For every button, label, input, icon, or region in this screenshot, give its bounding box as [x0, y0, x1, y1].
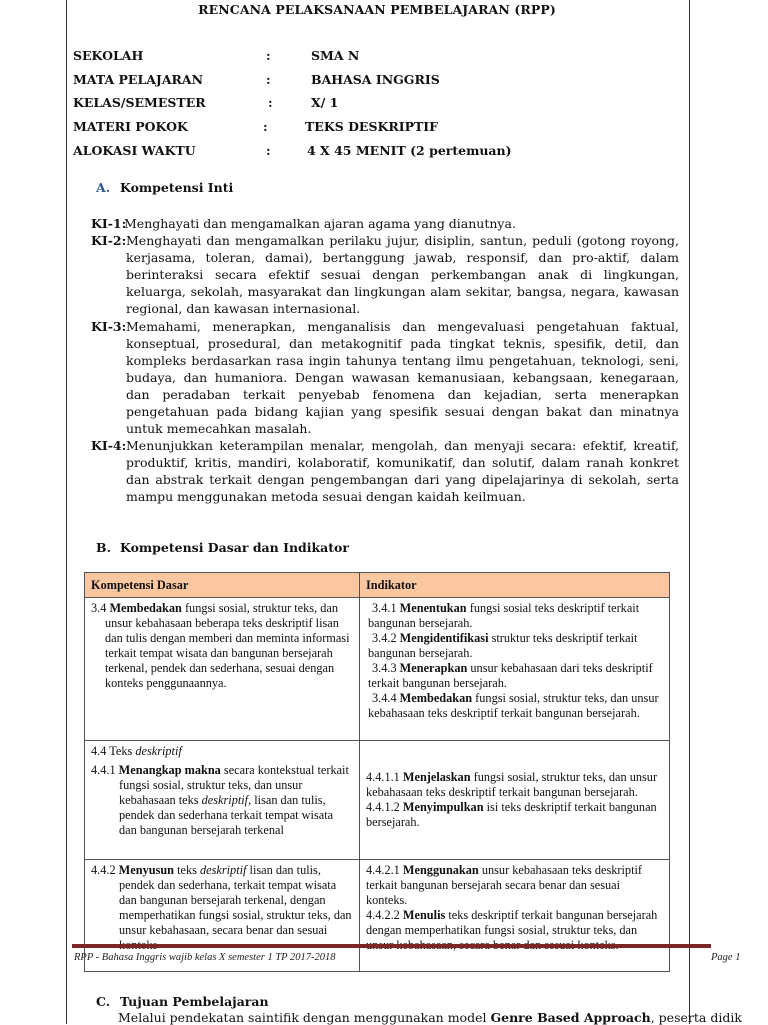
indikator-item: 4.4.1.2 Menyimpulkan isi teks deskriptif terkait bangunan bersejarah. — [366, 800, 657, 829]
info-colon: : — [268, 95, 273, 110]
table-header-row — [85, 573, 670, 598]
info-colon: : — [263, 119, 268, 134]
ki-2 — [91, 232, 679, 317]
section-title: Kompetensi Inti — [120, 180, 234, 195]
info-value: X/ 1 — [311, 95, 339, 110]
section-a-heading — [96, 180, 233, 195]
section-letter: A. — [96, 180, 111, 195]
table-cell-kd — [85, 598, 360, 741]
table-row — [85, 741, 670, 860]
table-cell-kd — [85, 741, 360, 860]
info-label: MATERI POKOK — [73, 119, 188, 134]
ki-text: Menghayati dan mengamalkan perilaku jujur, disiplin, santun, peduli (gotong royong, kerjasama, toleran, damai), bertanggung jawab, responsif, dan pro-aktif, dalam berinteraksi secara efektif sesuai dengan perkembangan anak di lingkungan, keluarga, sekolah, masyarakat dan lingkungan alam sekitar, bangsa, negara, kawasan regional, dan kawasan internasional. — [126, 233, 679, 316]
document-title: RENCANA PELAKSANAAN PEMBELAJARAN (RPP) — [198, 2, 556, 17]
ki-text: Menunjukkan keterampilan menalar, mengolah, dan menyaji secara: efektif, kreatif, produktif, kritis, mandiri, kolaboratif, komunikatif, dan solutif, dalam ranah konkret dan abstrak terkait dengan pengembangan dari yang dipelajarinya di sekolah, serta mampu menggunakan metoda sesuai dengan kaidah keilmuan. — [126, 438, 679, 504]
ki-label: KI-2: — [91, 233, 127, 248]
info-label: KELAS/SEMESTER — [73, 95, 206, 110]
table-cell-indikator — [360, 598, 670, 741]
indikator-item: 3.4.3 Menerapkan unsur kebahasaan dari teks deskriptif terkait bangunan bersejarah. — [368, 661, 653, 690]
info-value: 4 X 45 MENIT (2 pertemuan) — [307, 143, 512, 158]
kd-4-4-2: 4.4.2 Menyusun teks deskriptif lisan dan tulis, pendek dan sederhana, terkait tempat wisata dan bangunan bersejarah terkenal, dengan memperhatikan fungsi sosial, struktur teks, dan unsur kebahasaan, secara benar dan sesuai — [91, 863, 352, 937]
indikator-item: 4.4.2.1 Menggunakan unsur kebahasaan teks deskriptif terkait bangunan bersejarah secara benar dan sesuai konteks. — [366, 863, 642, 907]
section-b-heading — [96, 540, 349, 555]
section-c-text: Melalui pendekatan saintifik dengan menggunakan model Genre Based Approach, peserta didik — [118, 1010, 742, 1025]
info-label: MATA PELAJARAN — [73, 72, 204, 87]
kd-4-4-1: 4.4.1 Menangkap makna secara kontekstual terkait fungsi sosial, struktur teks, dan unsur kebahasaan teks deskriptif, lisan dan tulis, pendek dan sederhana terkait tempat wisata dan bangunan bersejarah terkenal — [91, 763, 349, 837]
ki-label: KI-3: — [91, 319, 127, 334]
info-label: ALOKASI WAKTU — [73, 143, 196, 158]
ki-label: KI-1: — [91, 216, 127, 231]
section-c-heading — [96, 994, 269, 1009]
table-header-kd: Kompetensi Dasar — [85, 573, 360, 598]
ki-text: Menghayati dan mengamalkan ajaran agama yang dianutnya. — [124, 216, 516, 231]
footer-divider — [72, 944, 711, 948]
ki-4 — [91, 437, 679, 505]
section-title: Kompetensi Dasar dan Indikator — [120, 540, 349, 555]
ki-label: KI-4: — [91, 438, 127, 453]
indikator-item: 3.4.1 Menentukan fungsi sosial teks deskriptif terkait bangunan bersejarah. — [368, 601, 640, 630]
ki-text: Memahami, menerapkan, menganalisis dan mengevaluasi pengetahuan faktual, konseptual, prosedural, dan metakognitif pada tingkat teknis, spesifik, detil, dan kompleks berdasarkan rasa ingin tahunya tentang ilmu pengetahuan, teknologi, seni, budaya, dan humaniora. Dengan wawasan kemanusiaan, kebangsaan, kenegaraan, dan peradaban terkait penyebab fenomena dan kejadian, serta menerapkan pengetahuan pada bidang kajian yang spesifik sesuai dengan bakat dan minatnya untuk memecahkan masalah. — [126, 319, 679, 436]
table-cell-indikator — [360, 860, 670, 972]
kd-indicator-table — [84, 572, 670, 972]
ki-3 — [91, 318, 679, 437]
footer-text: RPP - Bahasa Inggris wajib kelas X semester 1 TP 2017-2018 — [74, 952, 336, 963]
kd-3-4: 3.4 Membedakan fungsi sosial, struktur teks, dan unsur kebahasaan beberapa teks deskriptif lisan dan tulis dengan memberi dan meminta informasi terkait tempat wisata dan bangunan bersejarah terkenal, pendek dan sederhana, sesuai dengan konteks penggunaannya. — [91, 601, 350, 690]
info-value: SMA N — [311, 48, 360, 63]
ki-1 — [91, 215, 679, 232]
info-label: SEKOLAH — [73, 48, 144, 63]
table-header-indikator: Indikator — [360, 573, 670, 598]
indikator-item: 4.4.2.2 Menulis teks deskriptif terkait bangunan bersejarah dengan memperhatikan fungsi sosial, struktur teks, dan — [366, 908, 658, 937]
indikator-item: 3.4.4 Membedakan fungsi sosial, struktur teks, dan unsur kebahasaan teks deskriptif terkait bangunan bersejarah. — [368, 691, 659, 720]
info-colon: : — [266, 72, 271, 87]
info-colon: : — [266, 143, 271, 158]
info-value: BAHASA INGGRIS — [311, 72, 440, 87]
indikator-item: 3.4.2 Mengidentifikasi struktur teks deskriptif terkait bangunan bersejarah. — [368, 631, 638, 660]
indikator-item: 4.4.1.1 Menjelaskan fungsi sosial, struktur teks, dan unsur kebahasaan teks deskriptif terkait bangunan bersejarah. — [366, 770, 658, 799]
section-letter: B. — [96, 540, 111, 555]
section-letter: C. — [96, 994, 111, 1009]
kd-4-4: 4.4 Teks deskriptif — [91, 744, 182, 758]
table-row — [85, 598, 670, 741]
table-cell-indikator — [360, 741, 670, 860]
section-title: Tujuan Pembelajaran — [120, 994, 269, 1009]
info-colon: : — [266, 48, 271, 63]
info-value: TEKS DESKRIPTIF — [305, 119, 438, 134]
page-number: Page 1 — [711, 952, 741, 963]
